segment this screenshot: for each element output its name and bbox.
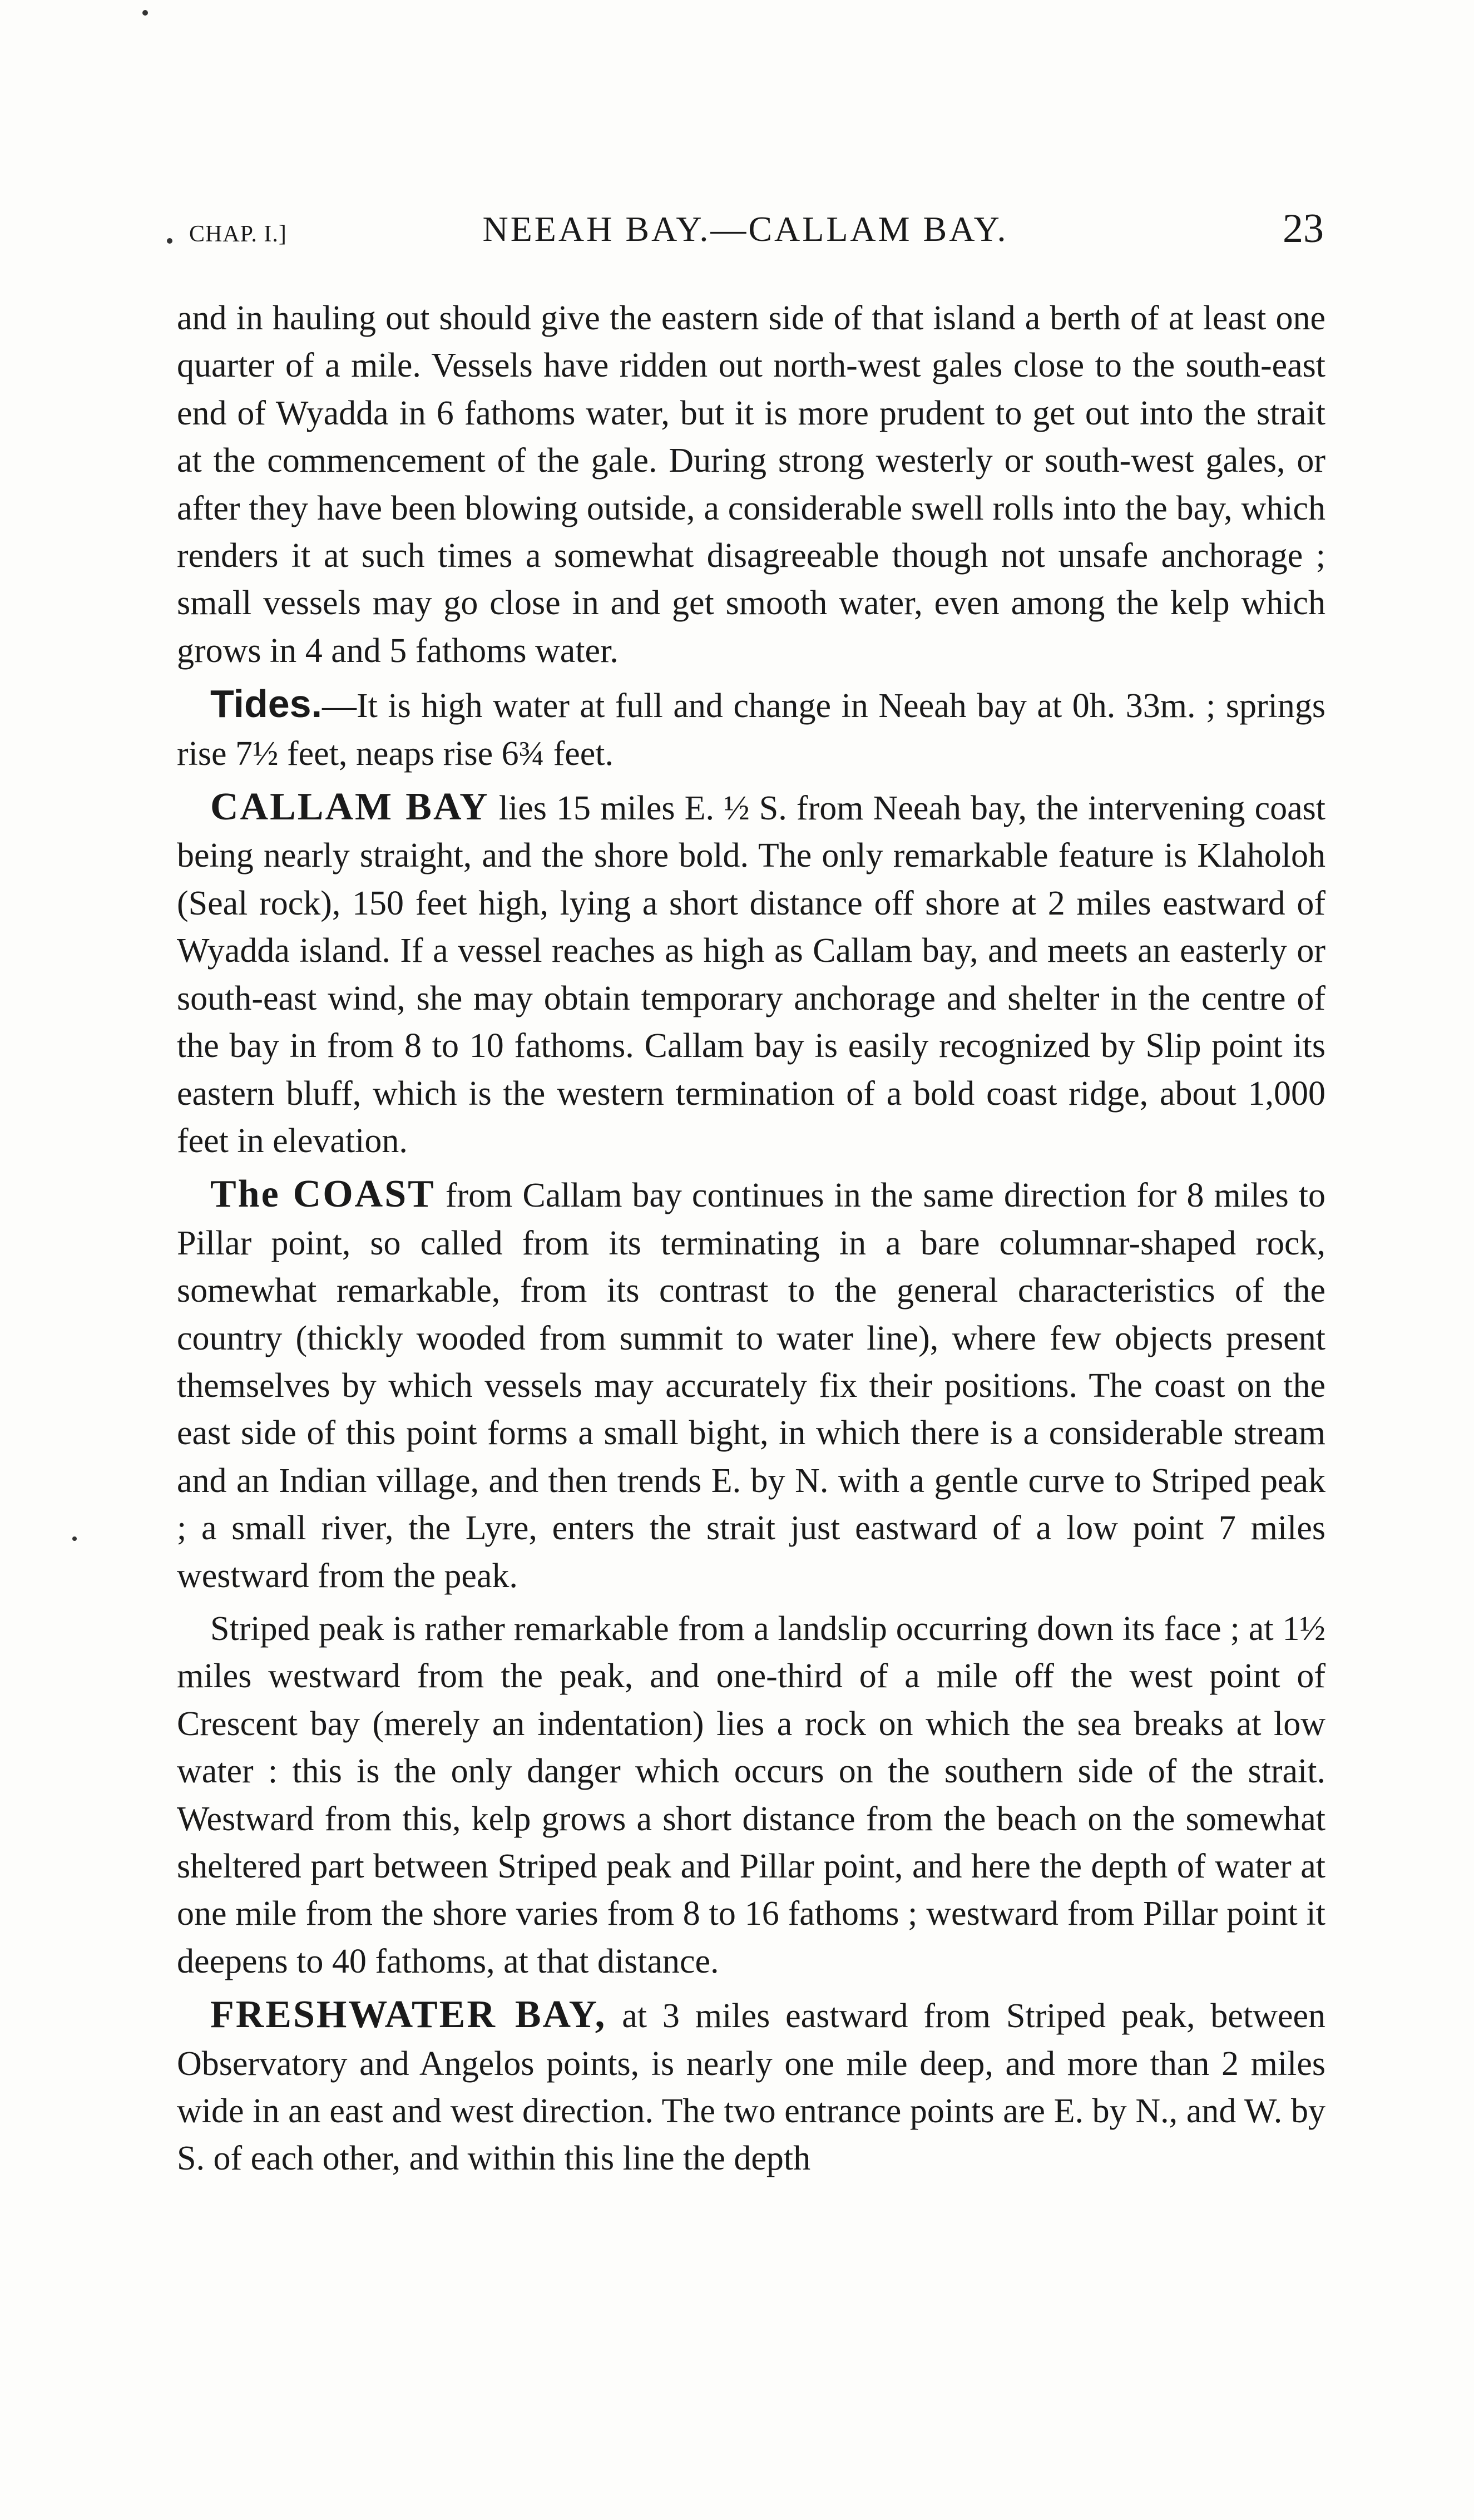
chapter-label: CHAP. I.] xyxy=(189,221,287,247)
section-heading: Tides. xyxy=(210,682,323,726)
paragraph-text: —It is high water at full and change in Neeah bay at 0h. 33m. ; springs rise 7½ feet, neaps rise 6¾ feet. xyxy=(177,687,1325,773)
margin-speck-icon xyxy=(167,238,172,244)
paragraph xyxy=(177,1605,1325,1985)
section-heading: FRESHWATER BAY, xyxy=(210,1993,607,2037)
running-title: NEEAH BAY.—CALLAM BAY. xyxy=(482,209,1008,249)
page-number: 23 xyxy=(1283,206,1324,251)
paragraph-tides xyxy=(177,680,1325,778)
paragraph-text: lies 15 miles E. ½ S. from Neeah bay, the intervening coast being nearly straight, and the shore bold. The only remarkable feature is Klaholoh (Seal rock), 150 feet high, lying a short distance off shore at 2 miles eastward of Wyadda island. If a vessel reaches as high as Callam bay, and meets an easterly or south-east wind, she may obtain temporary anchorage and shelter in the centre of the bay in from 8 to 10 fathoms. Callam bay is easily recognized by Slip point its eastern bluff, which is the western termination of a bold coast ridge, about 1,000 feet in elevation. xyxy=(177,789,1325,1160)
paragraph-text: from Callam bay continues in the same direction for 8 miles to Pillar point, so called from its terminating in a bare columnar-shaped rock, somewhat remarkable, from its contrast to the general characteristics of the country (thickly wooded from summit to water line), where few objects present themselves by which vessels may accurately fix their positions. The coast on the east side of this point forms a small bight, in which there is a considerable stream and an Indian village, and then trends E. by N. with a gentle curve to Striped peak ; a small river, the Lyre, enters the strait just eastward of a low point 7 miles westward from the peak. xyxy=(177,1177,1325,1595)
paragraph xyxy=(177,295,1325,675)
body-text xyxy=(177,295,1325,2188)
margin-speck-icon xyxy=(142,10,148,16)
section-heading: The COAST xyxy=(210,1173,436,1216)
paragraph-text: Striped peak is rather remarkable from a landslip occurring down its face ; at 1½ miles westward from the peak, and one-third of a mile off the west point of Crescent bay (merely an indentation) lies a rock on which the sea breaks at low water : this is the only danger which occurs on the southern side of the strait. Westward from this, kelp grows a short distance from the beach on the somewhat sheltered part between Striped peak and Pillar point, and here the depth of water at one mile from the shore varies from 8 to 16 fathoms ; westward from Pillar point it deepens to 40 fathoms, at that distance. xyxy=(177,1609,1325,1980)
paragraph-text: and in hauling out should give the eastern side of that island a berth of at least one quarter of a mile. Vessels have ridden out north-west gales close to the south-east end of Wyadda in 6 fathoms water, but it is more prudent to get out into the strait at the commencement of the gale. During strong westerly or south-west gales, or after they have been blowing outside, a considerable swell rolls into the bay, which renders it at such times a somewhat disagreeable though not unsafe anchorage ; small vessels may go close in and get smooth water, even among the kelp which grows in 4 and 5 fathoms water. xyxy=(177,299,1325,670)
paragraph-freshwater-bay xyxy=(177,1991,1325,2183)
paragraph-text: at 3 miles eastward from Striped peak, between Observatory and Angelos points, is nearly one mile deep, and more than 2 miles wide in an east and west direction. The two entrance points are E. by N., and W. by S. of each other, and within this line the depth xyxy=(177,1997,1325,2178)
section-heading: CALLAM BAY xyxy=(210,785,489,829)
paragraph-callam-bay xyxy=(177,783,1325,1165)
margin-speck-icon xyxy=(72,1536,77,1541)
paragraph-coast xyxy=(177,1170,1325,1600)
running-header xyxy=(167,206,1324,259)
